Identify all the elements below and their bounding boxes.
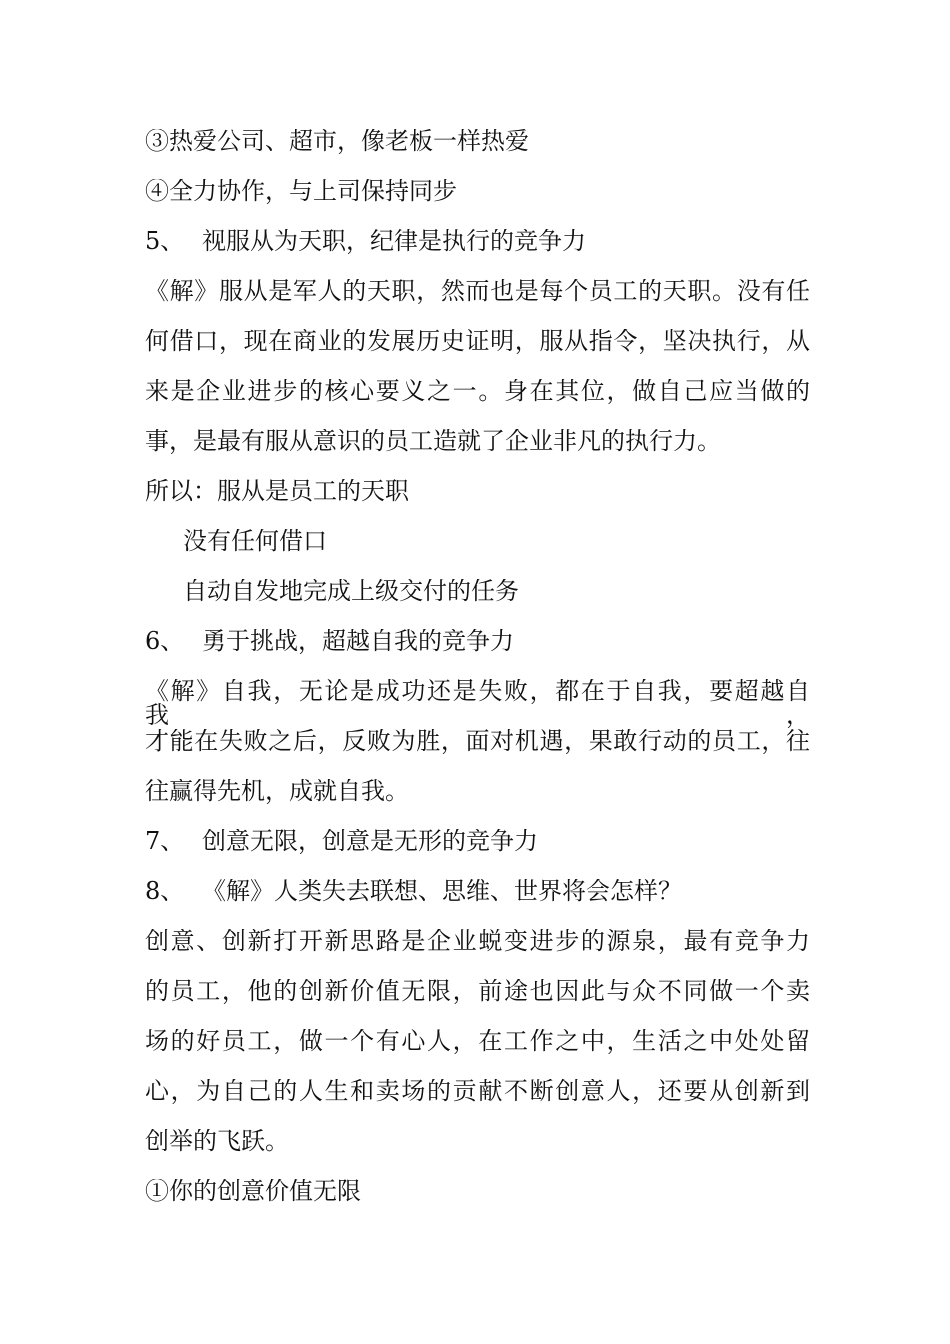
- summary-line: 所以：服从是员工的天职: [145, 479, 409, 505]
- section-number: 7、: [145, 829, 185, 855]
- section-number: 6、: [145, 629, 185, 655]
- section-title: 视服从为天职，纪律是执行的竞争力: [202, 229, 586, 255]
- list-item-4: ④全力协作，与上司保持同步: [145, 179, 457, 205]
- summary-item: 没有任何借口: [183, 529, 327, 555]
- section-heading-8: [145, 879, 810, 929]
- paragraph-line: 《解》服从是军人的天职，然而也是每个员工的天职。没有任: [145, 279, 810, 305]
- section-title: 《解》人类失去联想、思维、世界将会怎样？: [202, 879, 682, 905]
- paragraph-line: 才能在失败之后，反败为胜，面对机遇，果敢行动的员工，往: [145, 729, 810, 755]
- paragraph-line: 创举的飞跃。: [145, 1129, 289, 1155]
- section-number: 8、: [145, 879, 185, 905]
- paragraph-line: 场的好员工，做一个有心人，在工作之中，生活之中处处留: [145, 1029, 810, 1055]
- section-heading-6: [145, 629, 810, 679]
- section-heading-5: [145, 229, 810, 279]
- section-title: 勇于挑战，超越自我的竞争力: [202, 629, 514, 655]
- paragraph-line: 创意、创新打开新思路是企业蜕变进步的源泉，最有竞争力: [145, 929, 810, 955]
- paragraph-line: 来是企业进步的核心要义之一。身在其位，做自己应当做的: [145, 379, 810, 405]
- paragraph-line: 心，为自己的人生和卖场的贡献不断创意人，还要从创新到: [145, 1079, 810, 1105]
- paragraph-line: 何借口，现在商业的发展历史证明，服从指令，坚决执行，从: [145, 329, 810, 355]
- paragraph-line: 往赢得先机，成就自我。: [145, 779, 409, 805]
- list-item-1: ①你的创意价值无限: [145, 1179, 361, 1205]
- section-title: 创意无限，创意是无形的竞争力: [202, 829, 538, 855]
- summary-item: 自动自发地完成上级交付的任务: [183, 579, 519, 605]
- paragraph-line: 《解》自我，无论是成功还是失败，都在于自我，要超越自我，: [145, 679, 810, 729]
- list-item-3: ③热爱公司、超市，像老板一样热爱: [145, 129, 529, 155]
- section-heading-7: [145, 829, 810, 879]
- document-body: [145, 129, 810, 1229]
- paragraph-line: 的员工，他的创新价值无限，前途也因此与众不同做一个卖: [145, 979, 810, 1005]
- section-number: 5、: [145, 229, 185, 255]
- paragraph-line: 事，是最有服从意识的员工造就了企业非凡的执行力。: [145, 429, 721, 455]
